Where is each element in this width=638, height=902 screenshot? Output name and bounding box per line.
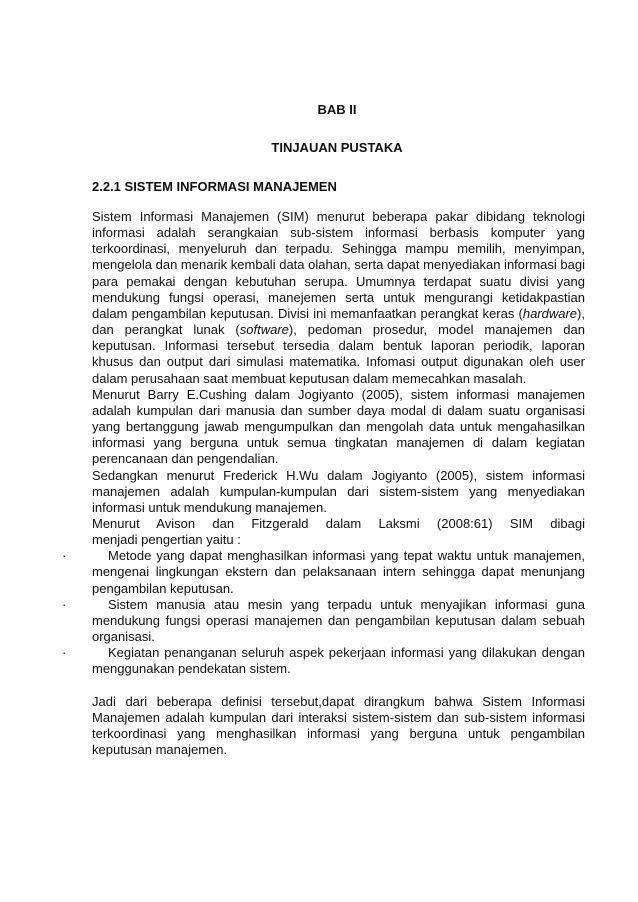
paragraph-text: ), pedoman prosedur, model manajemen dan keputusan. Informasi tersebut tersedia dalam bentuk laporan periodik, laporan khusus dan output dari simulasi matematika. Infomasi output digunakan oleh user dalam perusahaan saat membuat keputusan dalam memecahkan masalah. — [92, 322, 585, 386]
list-item-text: Sistem manusia atau mesin yang terpadu untuk menyajikan informasi guna mendukung fungsi operasi manajemen dan pengambilan keputusan dalam sebuah organisasi. — [92, 596, 585, 645]
list-item — [62, 645, 585, 677]
italic-term-software: software — [239, 322, 289, 338]
document-body — [62, 209, 585, 758]
bullet-icon: · — [62, 645, 67, 661]
paragraph-avison-line2: menjadi pengertian yaitu : — [92, 532, 241, 548]
list-item — [62, 548, 585, 596]
chapter-title: TINJAUAN PUSTAKA — [271, 140, 403, 155]
bullet-list — [62, 548, 585, 677]
list-item-text: Metode yang dapat menghasilkan informasi yang tepat waktu untuk manajemen, mengenai lingkungan ekstern dan pelaksanaan intern sehingga dapat menunjang pengambilan keputusan. — [92, 548, 585, 596]
paragraph-cushing: Menurut Barry E.Cushing dalam Jogiyanto (2005), sistem informasi manajemen adalah kumpulan dari manusia dan sumber daya modal di dalam suatu organisasi yang bertanggung jawab mengumpulkan dan mengolah data untuk mengahasilkan informasi yang berguna untuk semua tingkatan manajemen di dalam kegiatan perencanaan dan pengendalian. — [92, 386, 585, 467]
chapter-label: BAB II — [317, 102, 357, 117]
list-item-text: Kegiatan penanganan seluruh aspek pekerjaan informasi yang dilakukan dengan menggunakan pendekatan sistem. — [92, 645, 585, 677]
paragraph-conclusion: Jadi dari beberapa definisi tersebut,dapat dirangkum bahwa Sistem Informasi Manajemen adalah kumpulan dari interaksi sistem-sistem dan sub-sistem informasi terkoordinasi yang menghasilkan informasi yang berguna untuk pengambilan keputusan manajemen. — [92, 693, 585, 757]
section-heading: 2.2.1 SISTEM INFORMASI MANAJEMEN — [92, 179, 337, 194]
bullet-icon: · — [62, 548, 67, 564]
italic-term-hardware: hardware — [522, 305, 578, 321]
paragraph-spacer — [92, 678, 585, 694]
bullet-icon: · — [62, 596, 67, 612]
paragraph-sim-definition — [92, 209, 585, 387]
paragraph-avison-line1: Menurut Avison dan Fitzgerald dalam Laksmi (2008:61) SIM dibagi — [92, 515, 585, 531]
paragraph-frederick-wu: Sedangkan menurut Frederick H.Wu dalam Jogiyanto (2005), sistem informasi manajemen adalah kumpulan-kumpulan dari sistem-sistem yang menyediakan informasi untuk mendukung manajemen. — [92, 467, 585, 515]
paragraph-text: ), dan perangkat lunak ( — [92, 305, 585, 338]
list-item — [62, 596, 585, 645]
paragraph-text: Sistem Informasi Manajemen (SIM) menurut beberapa pakar dibidang teknologi informasi adalah serangkaian sub-sistem informasi berbasis komputer yang terkoordinasi, menyeluruh dan terpadu. Sehingga mampu memilih, menyimpan, mengelola dan menarik kembali data olahan, serta dapat menyediakan informasi bagi para pemakai dengan kebutuhan serupa. Umumnya terdapat suatu divisi yang mendukung fungsi operasi, manejemen serta untuk mengurangi ketidakpastian dalam pengambilan keputusan. Divisi ini memanfaatkan perangkat keras ( — [92, 209, 585, 321]
